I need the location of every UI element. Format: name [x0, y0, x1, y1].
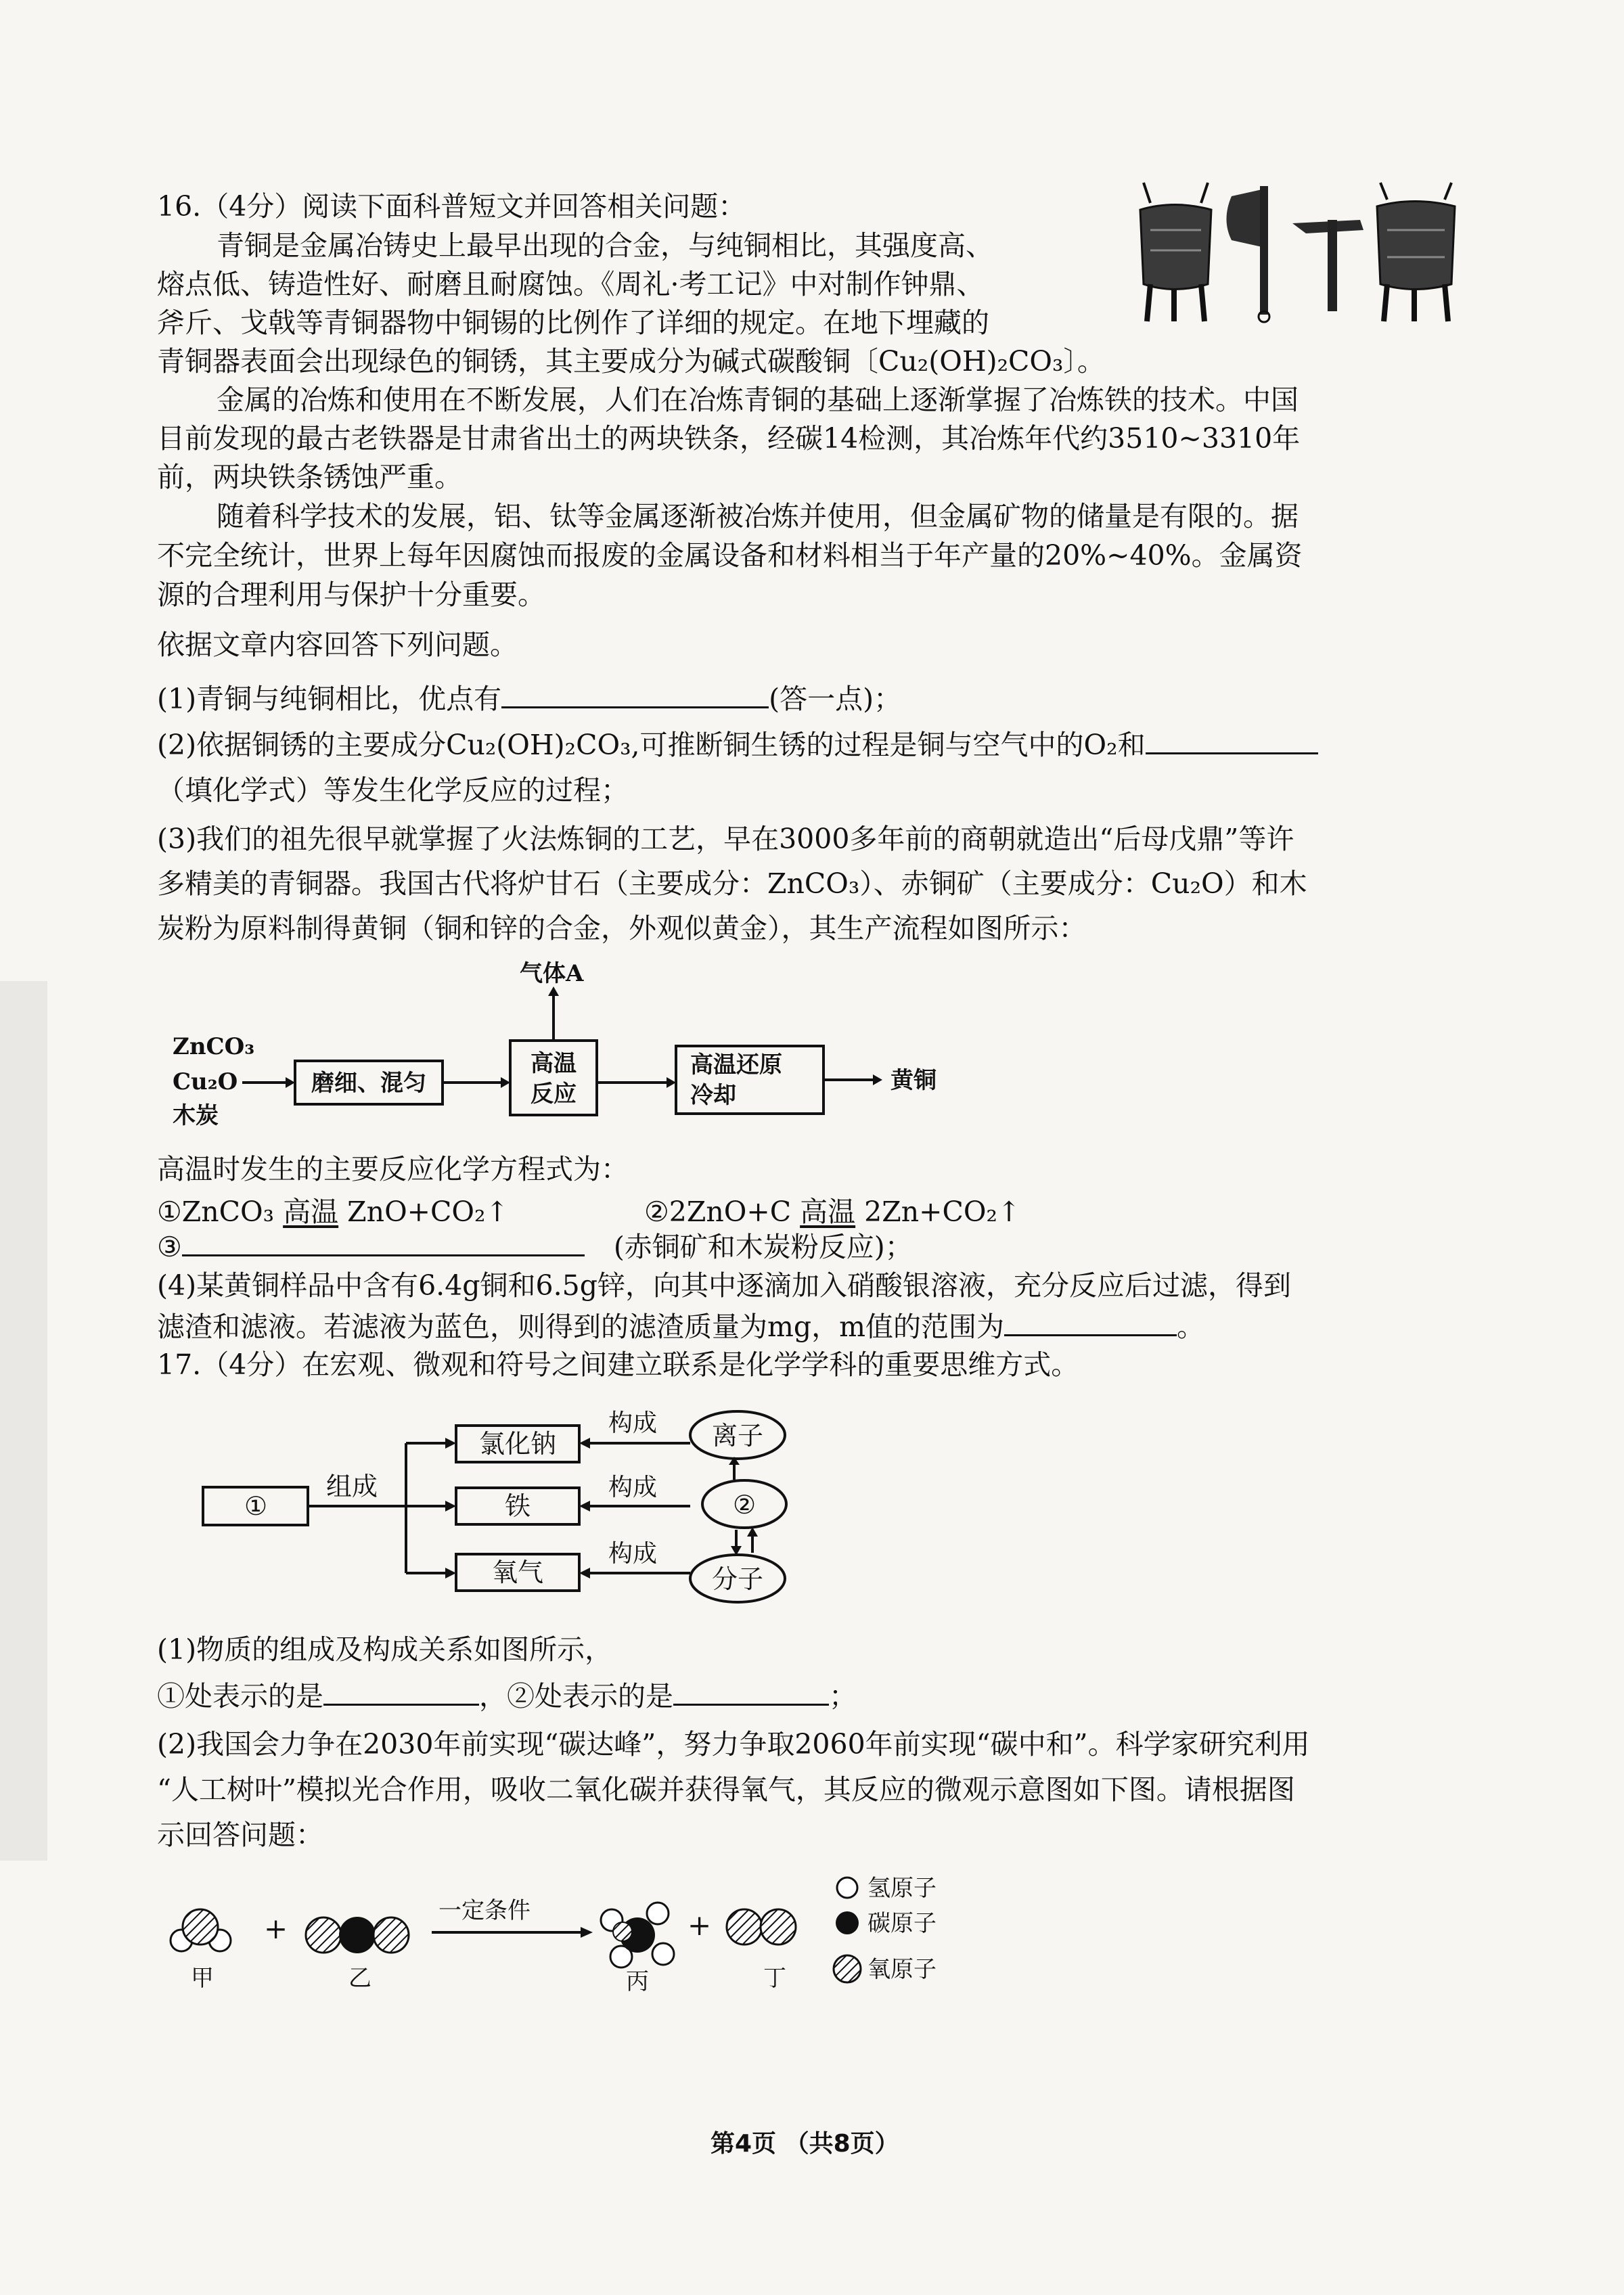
input-cu2o: Cu₂O: [173, 1068, 238, 1095]
q17-blank-end: ；: [829, 1680, 857, 1712]
q16-sub3-line2: 多精美的青铜器。我国古代将炉甘石（主要成分：ZnCO₃）、赤铜矿（主要成分：Cu₂O）和木: [157, 867, 1307, 900]
q17-sub2-line1: (2)我国会力争在2030年前实现“碳达峰”，努力争取2060年前实现“碳中和”。科学家研究利用: [157, 1728, 1310, 1760]
label-yi: 乙: [348, 1965, 371, 1992]
q17-blank-sep: ，: [479, 1680, 507, 1712]
step-reduce-line2: 冷却: [690, 1082, 736, 1109]
substance-nacl: 氯化钠: [478, 1429, 557, 1459]
q16-p3-line2: 不完全统计，世界上每年因腐蚀而报废的金属设备和材料相当于年产量的20%~40%。金属资: [157, 539, 1303, 572]
ding-vessel-right: [1377, 183, 1455, 321]
compose-label: 组成: [325, 1472, 378, 1501]
q16-sub1: [157, 683, 901, 713]
q17-blank-b-label: ②处表示的是: [507, 1680, 673, 1712]
q16-sub1-blank[interactable]: [501, 683, 769, 708]
eq2-right: 2Zn+CO₂↑: [864, 1196, 1021, 1228]
bronze-artifacts-illustration: [1137, 183, 1462, 332]
constitute-label-3: 构成: [608, 1540, 658, 1568]
eq1-left: ①ZnCO₃: [157, 1196, 275, 1228]
q16-sub4-end: 。: [1177, 1311, 1204, 1343]
q16-p3-line3: 源的合理利用与保护十分重要。: [157, 578, 545, 611]
q16-sub3-line1: (3)我们的祖先很早就掌握了火法炼铜的工艺，早在3000多年前的商朝就造出“后母戊鼎”等许: [157, 823, 1294, 855]
reaction-condition: 一定条件: [438, 1897, 531, 1924]
eq1-right: ZnO+CO₂↑: [347, 1196, 509, 1228]
q16-sub3-line3: 炭粉为原料制得黄铜（铜和锌的合金，外观似黄金），其生产流程如图所示：: [157, 912, 1087, 945]
eq3-blank[interactable]: [182, 1231, 585, 1256]
legend-oxygen: 氧原子: [867, 1956, 937, 1983]
q16-sub1-after: (答一点)；: [769, 683, 902, 715]
q17-sub1: (1)物质的组成及构成关系如图所示，: [157, 1633, 613, 1666]
q16-sub2-line1: [157, 729, 1318, 759]
q16-sub4-text: 滤渣和滤液。若滤液为蓝色，则得到的滤渣质量为mg，m值的范围为: [157, 1311, 1004, 1343]
q16-sub2-text: (2)依据铜锈的主要成分Cu₂(OH)₂CO₃,可推断铜生锈的过程是铜与空气中的O₂和: [157, 729, 1146, 761]
molecule-yi: [306, 1917, 409, 1953]
legend-oxygen-icon: [834, 1955, 861, 1982]
q17-sub1-blanks: [157, 1681, 857, 1710]
ding-vessel-left: [1140, 183, 1211, 321]
scan-shadow: [0, 981, 47, 1861]
micro-reaction-diagram: [149, 1867, 995, 2003]
equation-1: [157, 1198, 509, 1226]
eq3-note: (赤铜矿和木炭粉反应)；: [613, 1231, 913, 1263]
q16-p1-line1: 青铜是金属冶铸史上最早出现的合金，与纯铜相比，其强度高、: [217, 229, 993, 262]
q16-p1-line2: 熔点低、铸造性好、耐磨且耐腐蚀。《周礼·考工记》中对制作钟鼎、: [157, 268, 985, 300]
label-bing: 丙: [626, 1968, 649, 1995]
q16-sub1-text: (1)青铜与纯铜相比，优点有: [157, 683, 502, 715]
q16-p2-line1: 金属的冶炼和使用在不断发展，人们在冶炼青铜的基础上逐渐掌握了冶炼铁的技术。中国: [217, 384, 1299, 416]
q16-p2-line3: 前，两块铁条锈蚀严重。: [157, 461, 462, 493]
q17-blank-a-label: ①处表示的是: [157, 1680, 323, 1712]
constitute-label-2: 构成: [608, 1474, 658, 1501]
input-charcoal: 木炭: [173, 1102, 219, 1129]
input-znco3: ZnCO₃: [173, 1033, 255, 1060]
q16-heading: 16.（4分）阅读下面科普短文并回答相关问题：: [157, 190, 746, 223]
plus-1: +: [264, 1912, 288, 1945]
step-high-temp-line1: 高温: [531, 1050, 577, 1077]
brass-production-flowchart: [162, 961, 1008, 1137]
q17-blank-b[interactable]: [673, 1681, 829, 1706]
q17-sub2-line3: 示回答问题：: [157, 1819, 323, 1851]
q16-sub2-blank[interactable]: [1146, 729, 1318, 754]
product-brass: 黄铜: [890, 1067, 937, 1094]
q17-heading: 17.（4分）在宏观、微观和符号之间建立联系是化学学科的重要思维方式。: [157, 1348, 1079, 1381]
eq3-num: ③: [157, 1231, 182, 1263]
legend-carbon: 碳原子: [867, 1910, 937, 1937]
legend-carbon-icon: [836, 1911, 859, 1934]
composition-relationship-diagram: [196, 1397, 839, 1614]
q16-sub4-line2: [157, 1311, 1204, 1341]
constitute-label-1: 构成: [608, 1409, 658, 1437]
q16-p3-line1: 随着科学技术的发展，铝、钛等金属逐渐被冶炼并使用，但金属矿物的储量是有限的。据: [217, 500, 1299, 532]
q16-sub2-line2: （填化学式）等发生化学反应的过程；: [157, 774, 629, 806]
q16-p1-line3: 斧斤、戈戟等青铜器物中铜锡的比例作了详细的规定。在地下埋藏的: [157, 306, 989, 339]
dagger-axe: [1292, 220, 1363, 311]
particle-2-label: ②: [732, 1490, 757, 1520]
legend-hydrogen: 氢原子: [867, 1875, 937, 1902]
gas-a-label: 气体A: [520, 960, 584, 987]
substance-oxygen: 氧气: [491, 1558, 544, 1587]
plus-2: +: [687, 1909, 712, 1942]
eq-intro: 高温时发生的主要反应化学方程式为：: [157, 1153, 629, 1185]
eq2-condition: 高温: [800, 1196, 856, 1228]
q16-sub4-line1: (4)某黄铜样品中含有6.4g铜和6.5g锌，向其中逐滴加入硝酸银溶液，充分反应后过滤，得到: [157, 1269, 1291, 1302]
particle-ion-label: 离子: [711, 1421, 764, 1451]
label-jia: 甲: [191, 1965, 214, 1992]
equation-2: [644, 1198, 1020, 1226]
eq1-condition: 高温: [283, 1196, 339, 1228]
label-ding: 丁: [763, 1965, 786, 1992]
step-high-temp-line2: 反应: [531, 1081, 577, 1108]
q17-sub2-line2: “人工树叶”模拟光合作用，吸收二氧化碳并获得氧气，其反应的微观示意图如下图。请根据图: [157, 1773, 1295, 1806]
q16-sub4-blank[interactable]: [1004, 1311, 1177, 1336]
eq2-left: ②2ZnO+C: [644, 1196, 792, 1228]
substance-iron: 铁: [504, 1491, 531, 1521]
q16-p1-line4: 青铜器表面会出现绿色的铜锈，其主要成分为碱式碳酸铜〔Cu₂(OH)₂CO₃〕。: [157, 345, 1105, 378]
q16-prompt: 依据文章内容回答下列问题。: [157, 629, 518, 661]
box-1-label: ①: [244, 1491, 268, 1521]
step-grind-label: 磨细、混匀: [311, 1070, 426, 1097]
legend-hydrogen-icon: [837, 1878, 857, 1898]
molecule-bing: [601, 1903, 674, 1968]
q16-p2-line2: 目前发现的最古老铁器是甘肃省出土的两块铁条，经碳14检测，其冶炼年代约3510~3310年: [157, 422, 1301, 455]
molecule-ding: [727, 1909, 796, 1945]
particle-molecule-label: 分子: [711, 1564, 764, 1594]
legend: [834, 1875, 937, 1983]
molecule-jia: [171, 1909, 231, 1951]
equation-3: [157, 1231, 913, 1261]
axe: [1227, 186, 1270, 322]
q17-blank-a[interactable]: [323, 1681, 479, 1706]
page-footer: 第4页 （共8页）: [710, 2130, 899, 2158]
step-reduce-line1: 高温还原: [690, 1051, 782, 1078]
